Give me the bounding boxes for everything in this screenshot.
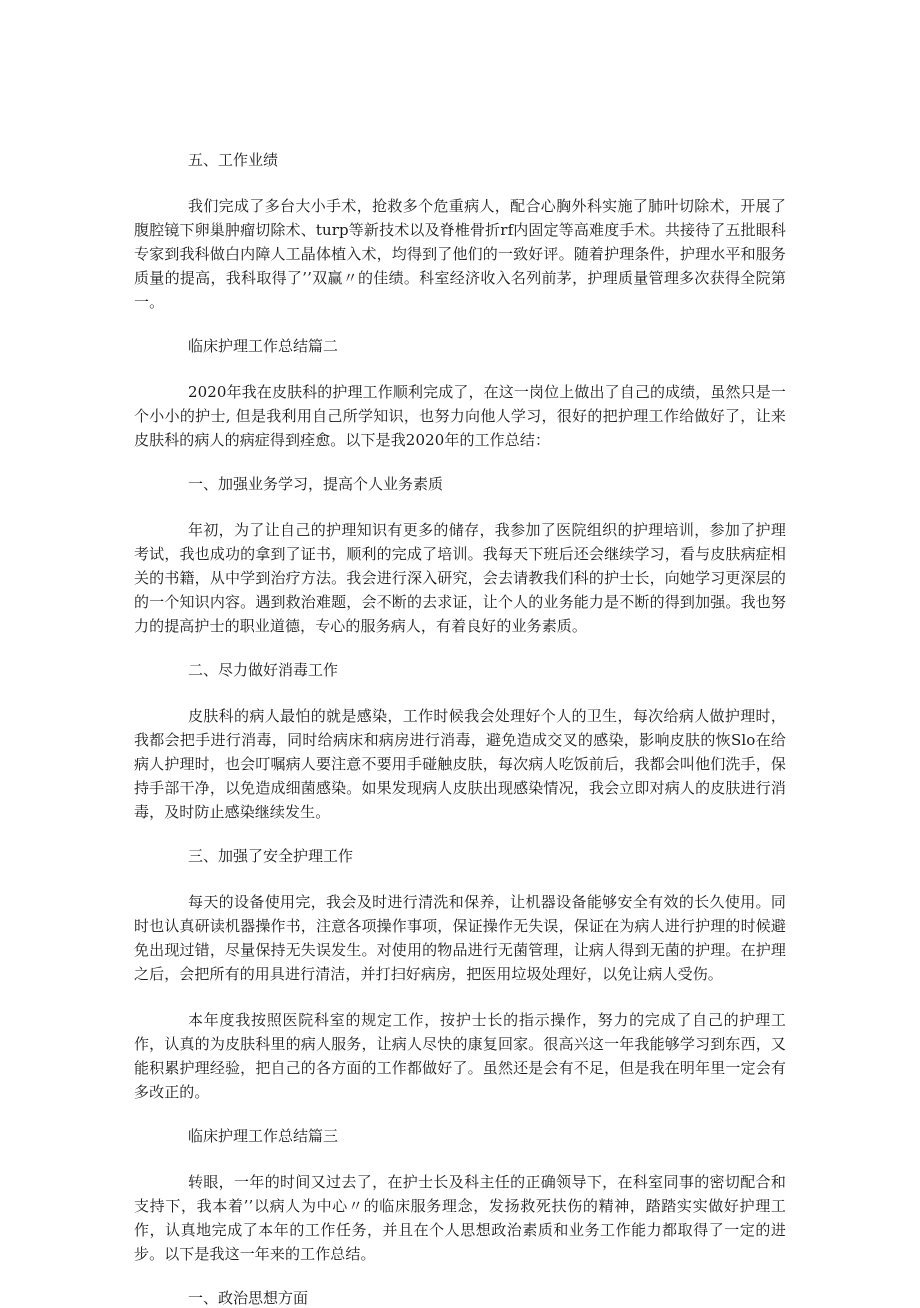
spacer [134, 1266, 786, 1288]
spacer [134, 986, 786, 1008]
article-title-part-two: 临床护理工作总结篇二 [188, 337, 339, 355]
paragraph-study: 年初，为了让自己的护理知识有更多的储存，我参加了医院组织的护理培训，参加了护理考试，我也成功的拿到了证书，顺利的完成了培训。我每天下班后还会继续学习，看与皮肤病症相关的书籍，从中学到治疗方法。我会进行深入研究，会去请教我们科的护士长，向她学习更深层的的一个知识内容。遇到救治难题，会不断的去求证，让个人的业务能力是不断的得到加强。我也努力的提高护士的职业道德，专心的服务病人，有着良好的业务素质。 [134, 521, 786, 635]
paragraph-work-results: 我们完成了多台大小手术，抢救多个危重病人，配合心胸外科实施了肺叶切除术，开展了腹腔镜下卵巢肿瘤切除术、turp等新技术以及脊椎骨折rf内固定等高难度手术。共接待了五批眼科专家到我科做白内障人工晶体植入术，均得到了他们的一致好评。随着护理条件，护理水平和服务质量的提高，我科取得了’’双赢〃的佳绩。科室经济收入名列前茅，护理质量管理多次获得全院第一。 [134, 197, 786, 311]
paragraph-safety: 每天的设备使用完，我会及时进行清洗和保养，让机器设备能够安全有效的长久使用。同时也认真研读机器操作书，注意各项操作事项，保证操作无失误，保证在为病人进行护理的时候避免出现过错，尽量保持无失误发生。对使用的物品进行无菌管理，让病人得到无菌的护理。在护理之后，会把所有的用具进行清洁，并打扫好病房，把医用垃圾处理好，以免让病人受伤。 [134, 893, 786, 983]
paragraph-part-two-intro: 2020年我在皮肤科的护理工作顺利完成了，在这一岗位上做出了自己的成绩，虽然只是一个小小的护士, 但是我利用自己所学知识，也努力向他人学习，很好的把护理工作给做好了，让来皮肤科的病人的病症得到痊愈。以下是我2020年的工作总结： [134, 383, 786, 449]
spacer [134, 1104, 786, 1126]
section-heading-disinfection: 二、尽力做好消毒工作 [188, 661, 339, 679]
section-heading-safety: 三、加强了安全护理工作 [188, 847, 354, 865]
spacer [134, 494, 786, 518]
document-page [134, 150, 786, 1308]
paragraph-part-three-intro: 转眼，一年的时间又过去了，在护士长及科主任的正确领导下，在科室同事的密切配合和支持下，我本着’’以病人为中心〃的临床服务理念，发扬救死扶伤的精神，踏踏实实做好护理工作，认真地完成了本年的工作任务，并且在个人思想政治素质和业务工作能力都取得了一定的进步。以下是我这一年来的工作总结。 [134, 1173, 786, 1263]
spacer [134, 452, 786, 474]
spacer [134, 680, 786, 704]
spacer [134, 170, 786, 194]
spacer [134, 314, 786, 336]
paragraph-year-summary: 本年度我按照医院科室的规定工作，按护士长的指示操作，努力的完成了自己的护理工作，认真的为皮肤科里的病人服务，让病人尽快的康复回家。很高兴这一年我能够学习到东西，又能积累护理经验，把自己的各方面的工作都做好了。虽然还是会有不足，但是我在明年里一定会有多改正的。 [134, 1011, 786, 1101]
section-heading-political: 一、政治思想方面 [188, 1289, 309, 1307]
paragraph-disinfection: 皮肤科的病人最怕的就是感染，工作时候我会处理好个人的卫生，每次给病人做护理时，我都会把手进行消毒，同时给病床和病房进行消毒，避免造成交叉的感染，影响皮肤的恢Slo在给病人护理时，也会叮嘱病人要注意不要用手碰触皮肤，每次病人吃饭前后，我都会叫他们洗手，保持手部干净，以免造成细菌感染。如果发现病人皮肤出现感染情况，我会立即对病人的皮肤进行消毒，及时防止感染继续发生。 [134, 707, 786, 821]
spacer [134, 824, 786, 846]
spacer [134, 356, 786, 380]
section-heading-work-results: 五、工作业绩 [188, 151, 279, 169]
spacer [134, 866, 786, 890]
spacer [134, 1146, 786, 1170]
section-heading-study: 一、加强业务学习，提高个人业务素质 [188, 475, 444, 493]
spacer [134, 638, 786, 660]
article-title-part-three: 临床护理工作总结篇三 [188, 1127, 339, 1145]
